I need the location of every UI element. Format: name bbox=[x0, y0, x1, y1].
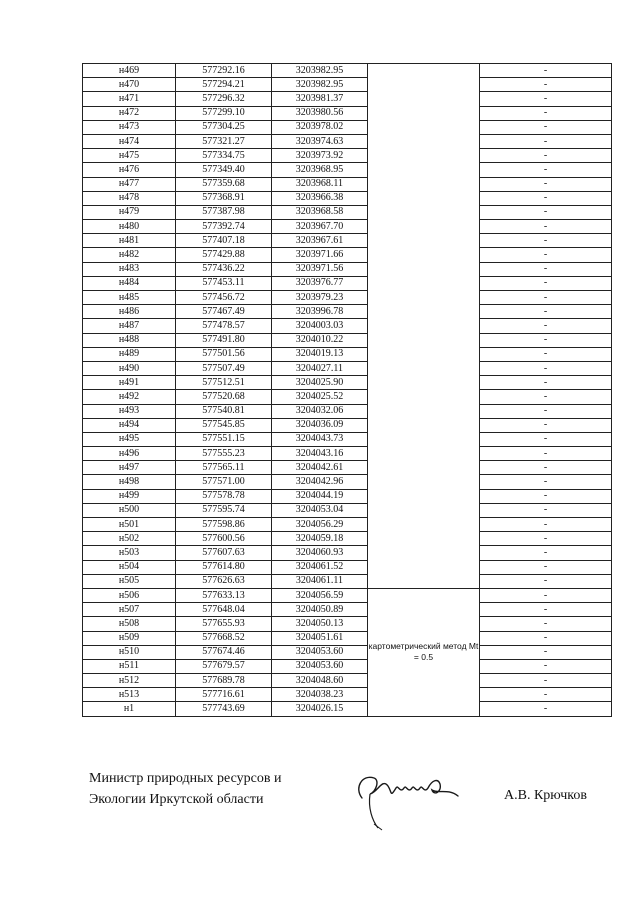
note-cell: - bbox=[480, 120, 612, 134]
y-coordinate-cell: 3204042.61 bbox=[272, 461, 368, 475]
point-id-cell: н494 bbox=[83, 418, 176, 432]
table-row bbox=[83, 220, 612, 234]
x-coordinate-cell: 577743.69 bbox=[176, 702, 272, 716]
table-row bbox=[83, 347, 612, 361]
x-coordinate-cell: 577689.78 bbox=[176, 674, 272, 688]
point-id-cell: н471 bbox=[83, 92, 176, 106]
note-cell: - bbox=[480, 645, 612, 659]
note-cell: - bbox=[480, 234, 612, 248]
y-coordinate-cell: 3203980.56 bbox=[272, 106, 368, 120]
table-row bbox=[83, 588, 612, 602]
point-id-cell: н469 bbox=[83, 64, 176, 78]
note-cell: - bbox=[480, 518, 612, 532]
table-row bbox=[83, 291, 612, 305]
x-coordinate-cell: 577578.78 bbox=[176, 489, 272, 503]
table-row bbox=[83, 432, 612, 446]
x-coordinate-cell: 577321.27 bbox=[176, 134, 272, 148]
point-id-cell: н488 bbox=[83, 333, 176, 347]
point-id-cell: н509 bbox=[83, 631, 176, 645]
table-row bbox=[83, 447, 612, 461]
x-coordinate-cell: 577545.85 bbox=[176, 418, 272, 432]
note-cell: - bbox=[480, 191, 612, 205]
table-row bbox=[83, 92, 612, 106]
point-id-cell: н470 bbox=[83, 78, 176, 92]
x-coordinate-cell: 577292.16 bbox=[176, 64, 272, 78]
note-cell: - bbox=[480, 376, 612, 390]
point-id-cell: н480 bbox=[83, 220, 176, 234]
point-id-cell: н500 bbox=[83, 503, 176, 517]
x-coordinate-cell: 577501.56 bbox=[176, 347, 272, 361]
note-cell: - bbox=[480, 404, 612, 418]
x-coordinate-cell: 577551.15 bbox=[176, 432, 272, 446]
minister-title-line2: Экологии Иркутской области bbox=[89, 792, 264, 807]
table-row bbox=[83, 376, 612, 390]
point-id-cell: н475 bbox=[83, 149, 176, 163]
y-coordinate-cell: 3203979.23 bbox=[272, 291, 368, 305]
x-coordinate-cell: 577359.68 bbox=[176, 177, 272, 191]
y-coordinate-cell: 3204043.16 bbox=[272, 447, 368, 461]
x-coordinate-cell: 577294.21 bbox=[176, 78, 272, 92]
x-coordinate-cell: 577296.32 bbox=[176, 92, 272, 106]
x-coordinate-cell: 577453.11 bbox=[176, 276, 272, 290]
point-id-cell: н485 bbox=[83, 291, 176, 305]
note-cell: - bbox=[480, 688, 612, 702]
table-row bbox=[83, 674, 612, 688]
x-coordinate-cell: 577392.74 bbox=[176, 220, 272, 234]
table-row bbox=[83, 659, 612, 673]
x-coordinate-cell: 577607.63 bbox=[176, 546, 272, 560]
table-row bbox=[83, 64, 612, 78]
table-row bbox=[83, 205, 612, 219]
point-id-cell: н493 bbox=[83, 404, 176, 418]
y-coordinate-cell: 3204038.23 bbox=[272, 688, 368, 702]
note-cell: - bbox=[480, 503, 612, 517]
y-coordinate-cell: 3204061.11 bbox=[272, 574, 368, 588]
point-id-cell: н505 bbox=[83, 574, 176, 588]
table-row bbox=[83, 603, 612, 617]
y-coordinate-cell: 3204050.13 bbox=[272, 617, 368, 631]
x-coordinate-cell: 577565.11 bbox=[176, 461, 272, 475]
point-id-cell: н512 bbox=[83, 674, 176, 688]
note-cell: - bbox=[480, 92, 612, 106]
point-id-cell: н498 bbox=[83, 475, 176, 489]
note-cell: - bbox=[480, 78, 612, 92]
point-id-cell: н473 bbox=[83, 120, 176, 134]
y-coordinate-cell: 3203968.58 bbox=[272, 205, 368, 219]
note-cell: - bbox=[480, 674, 612, 688]
x-coordinate-cell: 577387.98 bbox=[176, 205, 272, 219]
y-coordinate-cell: 3204053.60 bbox=[272, 645, 368, 659]
note-cell: - bbox=[480, 574, 612, 588]
table-row bbox=[83, 78, 612, 92]
y-coordinate-cell: 3204060.93 bbox=[272, 546, 368, 560]
table-row bbox=[83, 418, 612, 432]
table-row bbox=[83, 191, 612, 205]
table-row bbox=[83, 390, 612, 404]
point-id-cell: н510 bbox=[83, 645, 176, 659]
point-id-cell: н482 bbox=[83, 248, 176, 262]
note-cell: - bbox=[480, 149, 612, 163]
x-coordinate-cell: 577626.63 bbox=[176, 574, 272, 588]
note-cell: - bbox=[480, 177, 612, 191]
y-coordinate-cell: 3204026.15 bbox=[272, 702, 368, 716]
x-coordinate-cell: 577334.75 bbox=[176, 149, 272, 163]
point-id-cell: н474 bbox=[83, 134, 176, 148]
point-id-cell: н501 bbox=[83, 518, 176, 532]
point-id-cell: н495 bbox=[83, 432, 176, 446]
table-row bbox=[83, 234, 612, 248]
point-id-cell: н472 bbox=[83, 106, 176, 120]
point-id-cell: н506 bbox=[83, 588, 176, 602]
table-row bbox=[83, 546, 612, 560]
x-coordinate-cell: 577467.49 bbox=[176, 305, 272, 319]
point-id-cell: н504 bbox=[83, 560, 176, 574]
y-coordinate-cell: 3204025.52 bbox=[272, 390, 368, 404]
y-coordinate-cell: 3203968.95 bbox=[272, 163, 368, 177]
point-id-cell: н499 bbox=[83, 489, 176, 503]
y-coordinate-cell: 3204059.18 bbox=[272, 532, 368, 546]
x-coordinate-cell: 577491.80 bbox=[176, 333, 272, 347]
note-cell: - bbox=[480, 447, 612, 461]
note-cell: - bbox=[480, 390, 612, 404]
note-cell: - bbox=[480, 659, 612, 673]
y-coordinate-cell: 3203996.78 bbox=[272, 305, 368, 319]
x-coordinate-cell: 577478.57 bbox=[176, 319, 272, 333]
table-row bbox=[83, 305, 612, 319]
y-coordinate-cell: 3204042.96 bbox=[272, 475, 368, 489]
point-id-cell: н502 bbox=[83, 532, 176, 546]
y-coordinate-cell: 3204053.60 bbox=[272, 659, 368, 673]
x-coordinate-cell: 577648.04 bbox=[176, 603, 272, 617]
point-id-cell: н479 bbox=[83, 205, 176, 219]
x-coordinate-cell: 577456.72 bbox=[176, 291, 272, 305]
x-coordinate-cell: 577507.49 bbox=[176, 361, 272, 375]
note-cell: - bbox=[480, 418, 612, 432]
point-id-cell: н487 bbox=[83, 319, 176, 333]
table-row bbox=[83, 532, 612, 546]
table-row bbox=[83, 177, 612, 191]
x-coordinate-cell: 577368.91 bbox=[176, 191, 272, 205]
empty-cell bbox=[368, 64, 480, 589]
x-coordinate-cell: 577598.86 bbox=[176, 518, 272, 532]
x-coordinate-cell: 577349.40 bbox=[176, 163, 272, 177]
point-id-cell: н484 bbox=[83, 276, 176, 290]
table-row bbox=[83, 702, 612, 716]
y-coordinate-cell: 3204036.09 bbox=[272, 418, 368, 432]
x-coordinate-cell: 577520.68 bbox=[176, 390, 272, 404]
x-coordinate-cell: 577436.22 bbox=[176, 262, 272, 276]
y-coordinate-cell: 3204025.90 bbox=[272, 376, 368, 390]
point-id-cell: н496 bbox=[83, 447, 176, 461]
point-id-cell: н511 bbox=[83, 659, 176, 673]
note-cell: - bbox=[480, 134, 612, 148]
y-coordinate-cell: 3204027.11 bbox=[272, 361, 368, 375]
y-coordinate-cell: 3204019.13 bbox=[272, 347, 368, 361]
y-coordinate-cell: 3203967.70 bbox=[272, 220, 368, 234]
y-coordinate-cell: 3204051.61 bbox=[272, 631, 368, 645]
point-id-cell: н492 bbox=[83, 390, 176, 404]
y-coordinate-cell: 3204061.52 bbox=[272, 560, 368, 574]
point-id-cell: н481 bbox=[83, 234, 176, 248]
x-coordinate-cell: 577655.93 bbox=[176, 617, 272, 631]
table-row bbox=[83, 262, 612, 276]
y-coordinate-cell: 3204048.60 bbox=[272, 674, 368, 688]
x-coordinate-cell: 577429.88 bbox=[176, 248, 272, 262]
note-cell: - bbox=[480, 319, 612, 333]
note-cell: - bbox=[480, 588, 612, 602]
x-coordinate-cell: 577716.61 bbox=[176, 688, 272, 702]
note-cell: - bbox=[480, 291, 612, 305]
table-row bbox=[83, 461, 612, 475]
note-cell: - bbox=[480, 262, 612, 276]
table-row bbox=[83, 518, 612, 532]
note-cell: - bbox=[480, 333, 612, 347]
note-cell: - bbox=[480, 276, 612, 290]
point-id-cell: н491 bbox=[83, 376, 176, 390]
table-row bbox=[83, 489, 612, 503]
point-id-cell: н1 bbox=[83, 702, 176, 716]
table-row bbox=[83, 688, 612, 702]
note-cell: - bbox=[480, 361, 612, 375]
note-cell: - bbox=[480, 603, 612, 617]
y-coordinate-cell: 3203978.02 bbox=[272, 120, 368, 134]
note-cell: - bbox=[480, 532, 612, 546]
y-coordinate-cell: 3203981.37 bbox=[272, 92, 368, 106]
note-cell: - bbox=[480, 617, 612, 631]
y-coordinate-cell: 3204010.22 bbox=[272, 333, 368, 347]
minister-name: А.В. Крючков bbox=[504, 788, 587, 803]
note-cell: - bbox=[480, 489, 612, 503]
y-coordinate-cell: 3204053.04 bbox=[272, 503, 368, 517]
point-id-cell: н497 bbox=[83, 461, 176, 475]
note-cell: - bbox=[480, 248, 612, 262]
table-row bbox=[83, 163, 612, 177]
table-row bbox=[83, 149, 612, 163]
y-coordinate-cell: 3203976.77 bbox=[272, 276, 368, 290]
minister-title bbox=[89, 768, 281, 810]
x-coordinate-cell: 577407.18 bbox=[176, 234, 272, 248]
point-id-cell: н503 bbox=[83, 546, 176, 560]
y-coordinate-cell: 3203968.11 bbox=[272, 177, 368, 191]
table-row bbox=[83, 475, 612, 489]
x-coordinate-cell: 577595.74 bbox=[176, 503, 272, 517]
table-row bbox=[83, 361, 612, 375]
point-id-cell: н478 bbox=[83, 191, 176, 205]
table-row bbox=[83, 574, 612, 588]
y-coordinate-cell: 3204003.03 bbox=[272, 319, 368, 333]
point-id-cell: н477 bbox=[83, 177, 176, 191]
table-row bbox=[83, 645, 612, 659]
note-cell: - bbox=[480, 347, 612, 361]
y-coordinate-cell: 3203971.66 bbox=[272, 248, 368, 262]
note-cell: - bbox=[480, 702, 612, 716]
y-coordinate-cell: 3203971.56 bbox=[272, 262, 368, 276]
table-row bbox=[83, 503, 612, 517]
y-coordinate-cell: 3204043.73 bbox=[272, 432, 368, 446]
y-coordinate-cell: 3203982.95 bbox=[272, 64, 368, 78]
x-coordinate-cell: 577571.00 bbox=[176, 475, 272, 489]
point-id-cell: н483 bbox=[83, 262, 176, 276]
table-row bbox=[83, 248, 612, 262]
y-coordinate-cell: 3204050.89 bbox=[272, 603, 368, 617]
note-cell: - bbox=[480, 64, 612, 78]
x-coordinate-cell: 577600.56 bbox=[176, 532, 272, 546]
note-cell: - bbox=[480, 163, 612, 177]
x-coordinate-cell: 577679.57 bbox=[176, 659, 272, 673]
coordinates-table-body bbox=[83, 64, 612, 717]
table-row bbox=[83, 404, 612, 418]
y-coordinate-cell: 3204044.19 bbox=[272, 489, 368, 503]
table-row bbox=[83, 120, 612, 134]
point-id-cell: н486 bbox=[83, 305, 176, 319]
table-row bbox=[83, 560, 612, 574]
x-coordinate-cell: 577668.52 bbox=[176, 631, 272, 645]
note-cell: - bbox=[480, 546, 612, 560]
note-cell: - bbox=[480, 432, 612, 446]
note-cell: - bbox=[480, 220, 612, 234]
table-row bbox=[83, 134, 612, 148]
minister-title-line1: Министр природных ресурсов и bbox=[89, 771, 282, 786]
y-coordinate-cell: 3204056.29 bbox=[272, 518, 368, 532]
note-cell: - bbox=[480, 106, 612, 120]
table-row bbox=[83, 319, 612, 333]
table-row bbox=[83, 276, 612, 290]
point-id-cell: н507 bbox=[83, 603, 176, 617]
coordinates-table bbox=[82, 63, 612, 717]
y-coordinate-cell: 3203967.61 bbox=[272, 234, 368, 248]
x-coordinate-cell: 577614.80 bbox=[176, 560, 272, 574]
table-row bbox=[83, 106, 612, 120]
note-cell: - bbox=[480, 560, 612, 574]
table-row bbox=[83, 333, 612, 347]
note-cell: - bbox=[480, 305, 612, 319]
x-coordinate-cell: 577540.81 bbox=[176, 404, 272, 418]
point-id-cell: н489 bbox=[83, 347, 176, 361]
point-id-cell: н490 bbox=[83, 361, 176, 375]
x-coordinate-cell: 577299.10 bbox=[176, 106, 272, 120]
method-cell: картометрический метод Mt = 0.5 bbox=[368, 588, 480, 716]
point-id-cell: н476 bbox=[83, 163, 176, 177]
x-coordinate-cell: 577555.23 bbox=[176, 447, 272, 461]
y-coordinate-cell: 3203966.38 bbox=[272, 191, 368, 205]
y-coordinate-cell: 3203974.63 bbox=[272, 134, 368, 148]
note-cell: - bbox=[480, 461, 612, 475]
table-row bbox=[83, 617, 612, 631]
x-coordinate-cell: 577512.51 bbox=[176, 376, 272, 390]
note-cell: - bbox=[480, 475, 612, 489]
y-coordinate-cell: 3203973.92 bbox=[272, 149, 368, 163]
point-id-cell: н513 bbox=[83, 688, 176, 702]
x-coordinate-cell: 577674.46 bbox=[176, 645, 272, 659]
y-coordinate-cell: 3203982.95 bbox=[272, 78, 368, 92]
x-coordinate-cell: 577304.25 bbox=[176, 120, 272, 134]
x-coordinate-cell: 577633.13 bbox=[176, 588, 272, 602]
note-cell: - bbox=[480, 205, 612, 219]
note-cell: - bbox=[480, 631, 612, 645]
y-coordinate-cell: 3204056.59 bbox=[272, 588, 368, 602]
y-coordinate-cell: 3204032.06 bbox=[272, 404, 368, 418]
handwritten-signature bbox=[348, 758, 468, 838]
table-row bbox=[83, 631, 612, 645]
point-id-cell: н508 bbox=[83, 617, 176, 631]
